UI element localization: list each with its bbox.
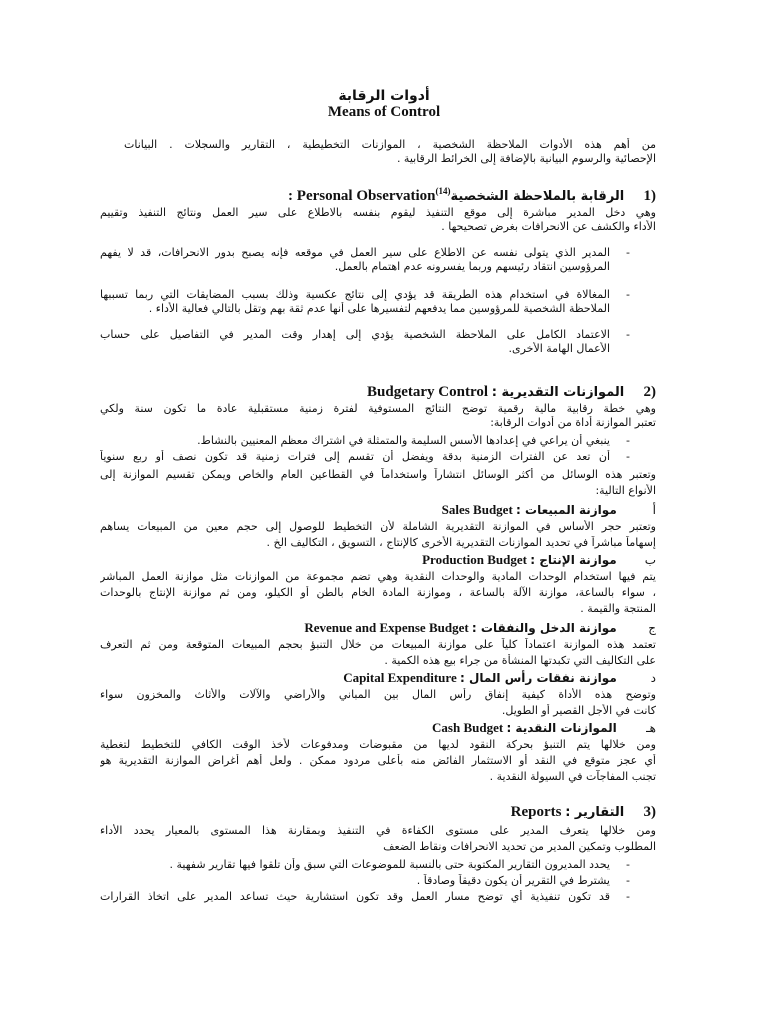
budget-type-c-letter: ج: [648, 621, 656, 635]
section-1-title-arabic: الرقابة بالملاحظة الشخصية: [450, 189, 625, 204]
bullet-dash: -: [626, 450, 630, 463]
section-3-title-arabic: التقارير :: [565, 805, 625, 820]
title-arabic: أدوات الرقابة: [338, 88, 430, 104]
budget-type-b-heading: [380, 552, 656, 568]
budget-type-e-arabic: الموازنات النقدية :: [506, 721, 617, 735]
budget-type-b-letter: ب: [644, 553, 656, 567]
section-3-title-english: Reports: [510, 804, 562, 820]
section-2-line-1: وهي خطة رقابية مالية رقمية توضح النتائج المستوفية لفترة زمنية مستقبلية عادة ما تكون سنة ولكي: [100, 402, 656, 415]
budget-type-b-line-3: المنتجة والقيمة .: [580, 602, 656, 615]
bullet-dash: -: [626, 874, 630, 887]
budget-type-c-line-2: على التكاليف التي تكبدتها المنشأة من جراء بيع هذه الكمية .: [384, 654, 656, 667]
section-2-number: (2: [643, 384, 656, 400]
budget-type-a-heading: [380, 502, 656, 518]
section-2-heading: [330, 384, 656, 402]
budget-type-b-arabic: موازنة الإنتاج :: [530, 553, 617, 567]
section-1-bullet-1-line-1: المدير الذي يتولى نفسه عن الاطلاع على سير العمل في موقعه فإنه يصبح بدور الانحرافات، قد لا يفهم: [100, 246, 610, 259]
section-3-bullet-1: يحدد المديرون التقارير المكتوبة حتى بالنسبة للموضوعات التي سبق وأن تلقوا فيها تقارير شفهية .: [169, 858, 610, 871]
budget-type-e-heading: [400, 720, 656, 736]
bullet-dash: -: [626, 890, 630, 903]
section-2-after-line-2: الأنواع التالية:: [595, 484, 656, 497]
bullet-dash: -: [626, 858, 630, 871]
section-1-bullet-3-line-2: الأعمال الهامة الأخرى.: [508, 342, 610, 355]
budget-type-a-english: Sales Budget: [441, 502, 513, 517]
budget-type-e-line-1: ومن خلالها يتم التنبؤ بحركة النقود لديها من مقبوضات ومدفوعات لأخذ الوقت الكافي للتخطيط لتغطية: [100, 738, 656, 751]
budget-type-d-arabic: موازنة نفقات رأس المال :: [459, 671, 617, 685]
budget-type-c-arabic: موازنة الدخل والنفقات :: [471, 621, 617, 635]
section-2-bullet-1: ينبغي أن يراعي في إعدادها الأسس السليمة والمتمثلة في اشتراك معظم المعنيين بالنشاط.: [197, 434, 610, 447]
bullet-dash: -: [626, 328, 630, 341]
budget-type-b-line-1: يتم فيها استخدام الوحدات المادية والوحدات النقدية وهي تضم مجموعة من الموازنات مثل موازنة العمل المباشر: [100, 570, 656, 583]
budget-type-a-line-2: إسهاماً مباشراً في تحديد الموازنات التقديرية الأخرى كالإنتاج ، التسويق ، التكاليف الخ .: [266, 536, 656, 549]
section-1-title-english: : Personal Observation: [288, 188, 436, 204]
budget-type-d-line-1: وتوضح هذه الأداة كيفية إنفاق رأس المال بين المباني والأراضي والآلات والأثاث والمخزون سواء: [100, 688, 656, 701]
bullet-dash: -: [626, 246, 630, 259]
budget-type-d-heading: [330, 670, 656, 686]
budget-type-a-arabic: موازنة المبيعات :: [516, 503, 617, 517]
budget-type-c-line-1: تعتمد هذه الموازنة اعتماداً كلياً على موازنة المبيعات من خلال التنبؤ بحجم المبيعات المتوقعة ومن ثم التعرف: [100, 638, 656, 651]
section-3-bullet-3: قد تكون تنفيذية أي توضح مسار العمل وقد تكون استشارية حيث تساعد المدير على اتخاذ القرارات: [100, 890, 610, 903]
budget-type-c-heading: [280, 620, 656, 636]
section-2-bullet-2: أن تعد عن الفترات الزمنية بدقة ويفضل أن تقسم إلى فترات زمنية قد تكون نصف أو ربع سنوياً: [100, 450, 610, 463]
intro-line-2: الإحصائية والرسوم البيانية بالإضافة إلى الخرائط الرقابية .: [396, 152, 656, 165]
budget-type-a-letter: أ: [652, 503, 656, 517]
section-2-after-line-1: وتعتبر هذه الوسائل من أكثر الوسائل انتشاراً واستخداماً في القطاعين العام والخاص ويمكن تقسيم الموازنة إلى: [100, 468, 656, 481]
section-2-title-english: Budgetary Control: [367, 384, 489, 400]
section-1-bullet-1-line-2: المرؤوسين انتقاد رئيسهم وربما يفسرونه عدم اهتمام بالعمل.: [334, 260, 610, 273]
budget-type-a-line-1: وتعتبر حجر الأساس في الموازنة التقديرية الشاملة لأن التخطيط للوصول إلى حجم معين من المبيعات يساهم: [100, 520, 656, 533]
budget-type-b-english: Production Budget: [422, 552, 527, 567]
bullet-dash: -: [626, 434, 630, 447]
section-3-bullet-2: يشترط في التقرير أن يكون دقيقاً وصادقاً .: [416, 874, 610, 887]
budget-type-e-line-3: تجنب المفاجآت في السيولة النقدية .: [489, 770, 656, 783]
section-2-line-2: تعتبر الموازنة أداة من أدوات الرقابة:: [490, 416, 656, 429]
intro-line-1: من أهم هذه الأدوات الملاحظة الشخصية ، الموازنات التخطيطية ، التقارير والسجلات . البيانات: [124, 138, 656, 151]
section-1-number: (1: [643, 188, 656, 204]
budget-type-b-line-2: ، سواء بالساعة، موازنة الآلة بالساعة ، وموازنة المادة الخام بالطن أو الكيلو، ومن ثم موازنة الإنتاج بالوحدات: [100, 586, 656, 599]
section-1-bullet-2-line-1: المغالاة في استخدام هذه الطريقة قد يؤدي إلى نتائج عكسية وذلك بسبب المضايقات التي ربما تسببها: [100, 288, 610, 301]
budget-type-e-letter: هـ: [646, 721, 656, 735]
section-3-line-2: المطلوب وتمكين المدير من تحديد الانحرافات ونقاط الضعف: [383, 840, 656, 853]
title-english: Means of Control: [327, 104, 441, 120]
budget-type-d-line-2: كانت في الأجل القصير أو الطويل.: [501, 704, 656, 717]
budget-type-c-english: Revenue and Expense Budget: [304, 620, 469, 635]
section-1-bullet-2-line-2: الملاحظة الشخصية للمرؤوسين مما يدفعهم لتفسيرها على أنها عدم ثقة بهم وتقل بالتالي فعالية الأداء .: [148, 302, 610, 315]
budget-type-e-english: Cash Budget: [432, 720, 504, 735]
budget-type-d-english: Capital Expenditure: [343, 670, 457, 685]
budget-type-d-letter: د: [650, 671, 656, 685]
section-3-number: (3: [643, 804, 656, 820]
section-1-bullet-3-line-1: الاعتماد الكامل على الملاحظة الشخصية يؤدي إلى إهدار وقت المدير في التفاصيل على حساب: [100, 328, 610, 341]
section-3-heading: [480, 804, 656, 822]
section-2-title-arabic: الموازنات التقديرية :: [491, 385, 625, 400]
section-1-heading: [288, 186, 656, 204]
section-3-line-1: ومن خلالها يتعرف المدير على مستوى الكفاءة في التنفيذ وبمقارنة هذا المستوى بالمعيار يحدد الأداء: [100, 824, 656, 837]
section-1-ref: (14): [435, 186, 451, 196]
section-1-line-2: الأداء والكشف عن الانحرافات بغرض تصحيحها .: [441, 220, 656, 233]
section-1-line-1: وهي دخل المدير مباشرة إلى موقع التنفيذ ليقوم بنفسه بالاطلاع على سير العمل ونتائج التنفيذ وتقييم: [100, 206, 656, 219]
budget-type-e-line-2: أي عجز متوقع في النقد أو الاستثمار الفائض منه بأعلى مردود ممكن . ولعل أهم أغراض الموازنة التقديرية هو: [100, 754, 656, 767]
bullet-dash: -: [626, 288, 630, 301]
